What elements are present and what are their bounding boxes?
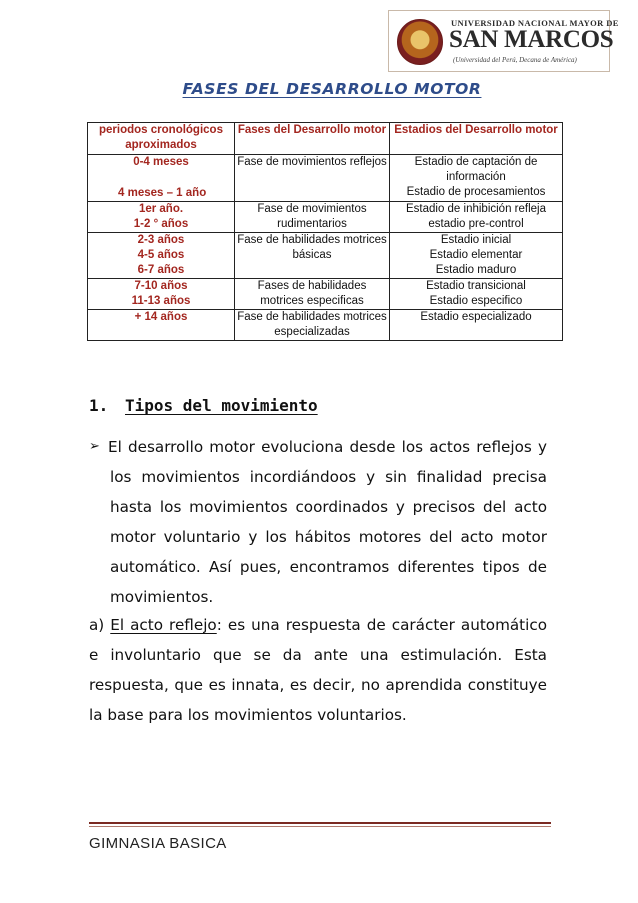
period-value: 1er año. (138, 203, 184, 215)
stage-value: Estadio maduro (435, 264, 517, 276)
table-row (88, 310, 563, 341)
phase-cell: Fases de habilidades motrices especificas (235, 279, 390, 310)
section-number: 1. (89, 396, 109, 415)
logo-line-3: (Universidad del Perú, Decana de América) (453, 56, 577, 64)
footer-text: GIMNASIA BASICA (89, 835, 227, 852)
paragraph-prefix: a) (89, 616, 111, 634)
stage-value: Estadio de captación de información (414, 156, 538, 183)
period-value: 4-5 años (137, 249, 185, 261)
section-heading-text: Tipos del movimiento (125, 396, 318, 415)
period-cell (88, 233, 235, 279)
stage-value: Estadio especifico (429, 295, 523, 307)
footer-rule (89, 822, 551, 824)
university-logo (388, 10, 619, 72)
stages-cell (390, 202, 563, 233)
stage-value: Estadio inicial (440, 234, 512, 246)
definition-paragraph (89, 610, 547, 730)
university-seal-icon (397, 19, 443, 65)
phase-cell: Fase de habilidades motrices especializadas (235, 310, 390, 341)
period-value: 11-13 años (131, 295, 191, 307)
period-value: 2-3 años (137, 234, 185, 246)
table-row (88, 233, 563, 279)
stage-value: Estadio de inhibición refleja estadio pre-control (405, 203, 546, 230)
period-cell (88, 279, 235, 310)
table-row (88, 155, 563, 202)
header-phases: Fases del Desarrollo motor (235, 123, 390, 155)
stage-value: Estadio especializado (420, 311, 532, 323)
bullet-paragraph (89, 432, 547, 612)
header-periods: periodos cronológicos aproximados (88, 123, 235, 155)
logo-line-1: UNIVERSIDAD NACIONAL MAYOR DE (451, 18, 619, 28)
page-title (0, 80, 638, 98)
phase-cell: Fase de movimientos rudimentarios (235, 202, 390, 233)
logo-line-2: SAN MARCOS (449, 26, 614, 53)
motor-development-table (87, 122, 563, 341)
table-row (88, 202, 563, 233)
period-value: 6-7 años (137, 264, 185, 276)
period-cell (88, 310, 235, 341)
footer-rule-thin (89, 826, 551, 827)
arrow-bullet-icon: ➢ (89, 439, 100, 454)
section-heading (89, 396, 318, 415)
phase-cell: Fase de movimientos reflejos (235, 155, 390, 202)
stages-cell (390, 155, 563, 202)
table-header-row (88, 123, 563, 155)
table-row (88, 279, 563, 310)
stages-cell (390, 310, 563, 341)
stage-value: Estadio transicional (426, 280, 526, 292)
page-title-text: FASES DEL DESARROLLO MOTOR (182, 80, 482, 98)
period-value: 4 meses – 1 año (118, 187, 207, 199)
period-cell (88, 155, 235, 202)
period-cell (88, 202, 235, 233)
period-value: 0-4 meses (133, 156, 189, 168)
defined-term: El acto reflejo (110, 616, 217, 634)
period-value: 1-2 ° años (133, 218, 189, 230)
period-value: 7-10 años (134, 280, 188, 292)
stages-cell (390, 233, 563, 279)
bullet-text: El desarrollo motor evoluciona desde los actos reflejos y los movimientos incordiándoos y sin finalidad precisa hasta los movimientos coordinados y precisos del acto motor voluntario y los hábitos motores del acto motor automático. Así pues, encontramos diferentes tipos de movimientos. (108, 438, 547, 606)
paragraph-body: : es una respuesta de carácter automático e involuntario que se da ante una estimulación. Esta respuesta, que es innata, es decir, no aprendida constituye la base para los movimientos voluntarios. (89, 616, 547, 724)
period-value: + 14 años (134, 311, 188, 323)
header-stages: Estadios del Desarrollo motor (390, 123, 563, 155)
phase-cell: Fase de habilidades motrices básicas (235, 233, 390, 279)
stage-value: Estadio de procesamientos (406, 186, 546, 198)
stages-cell (390, 279, 563, 310)
stage-value: Estadio elementar (429, 249, 523, 261)
